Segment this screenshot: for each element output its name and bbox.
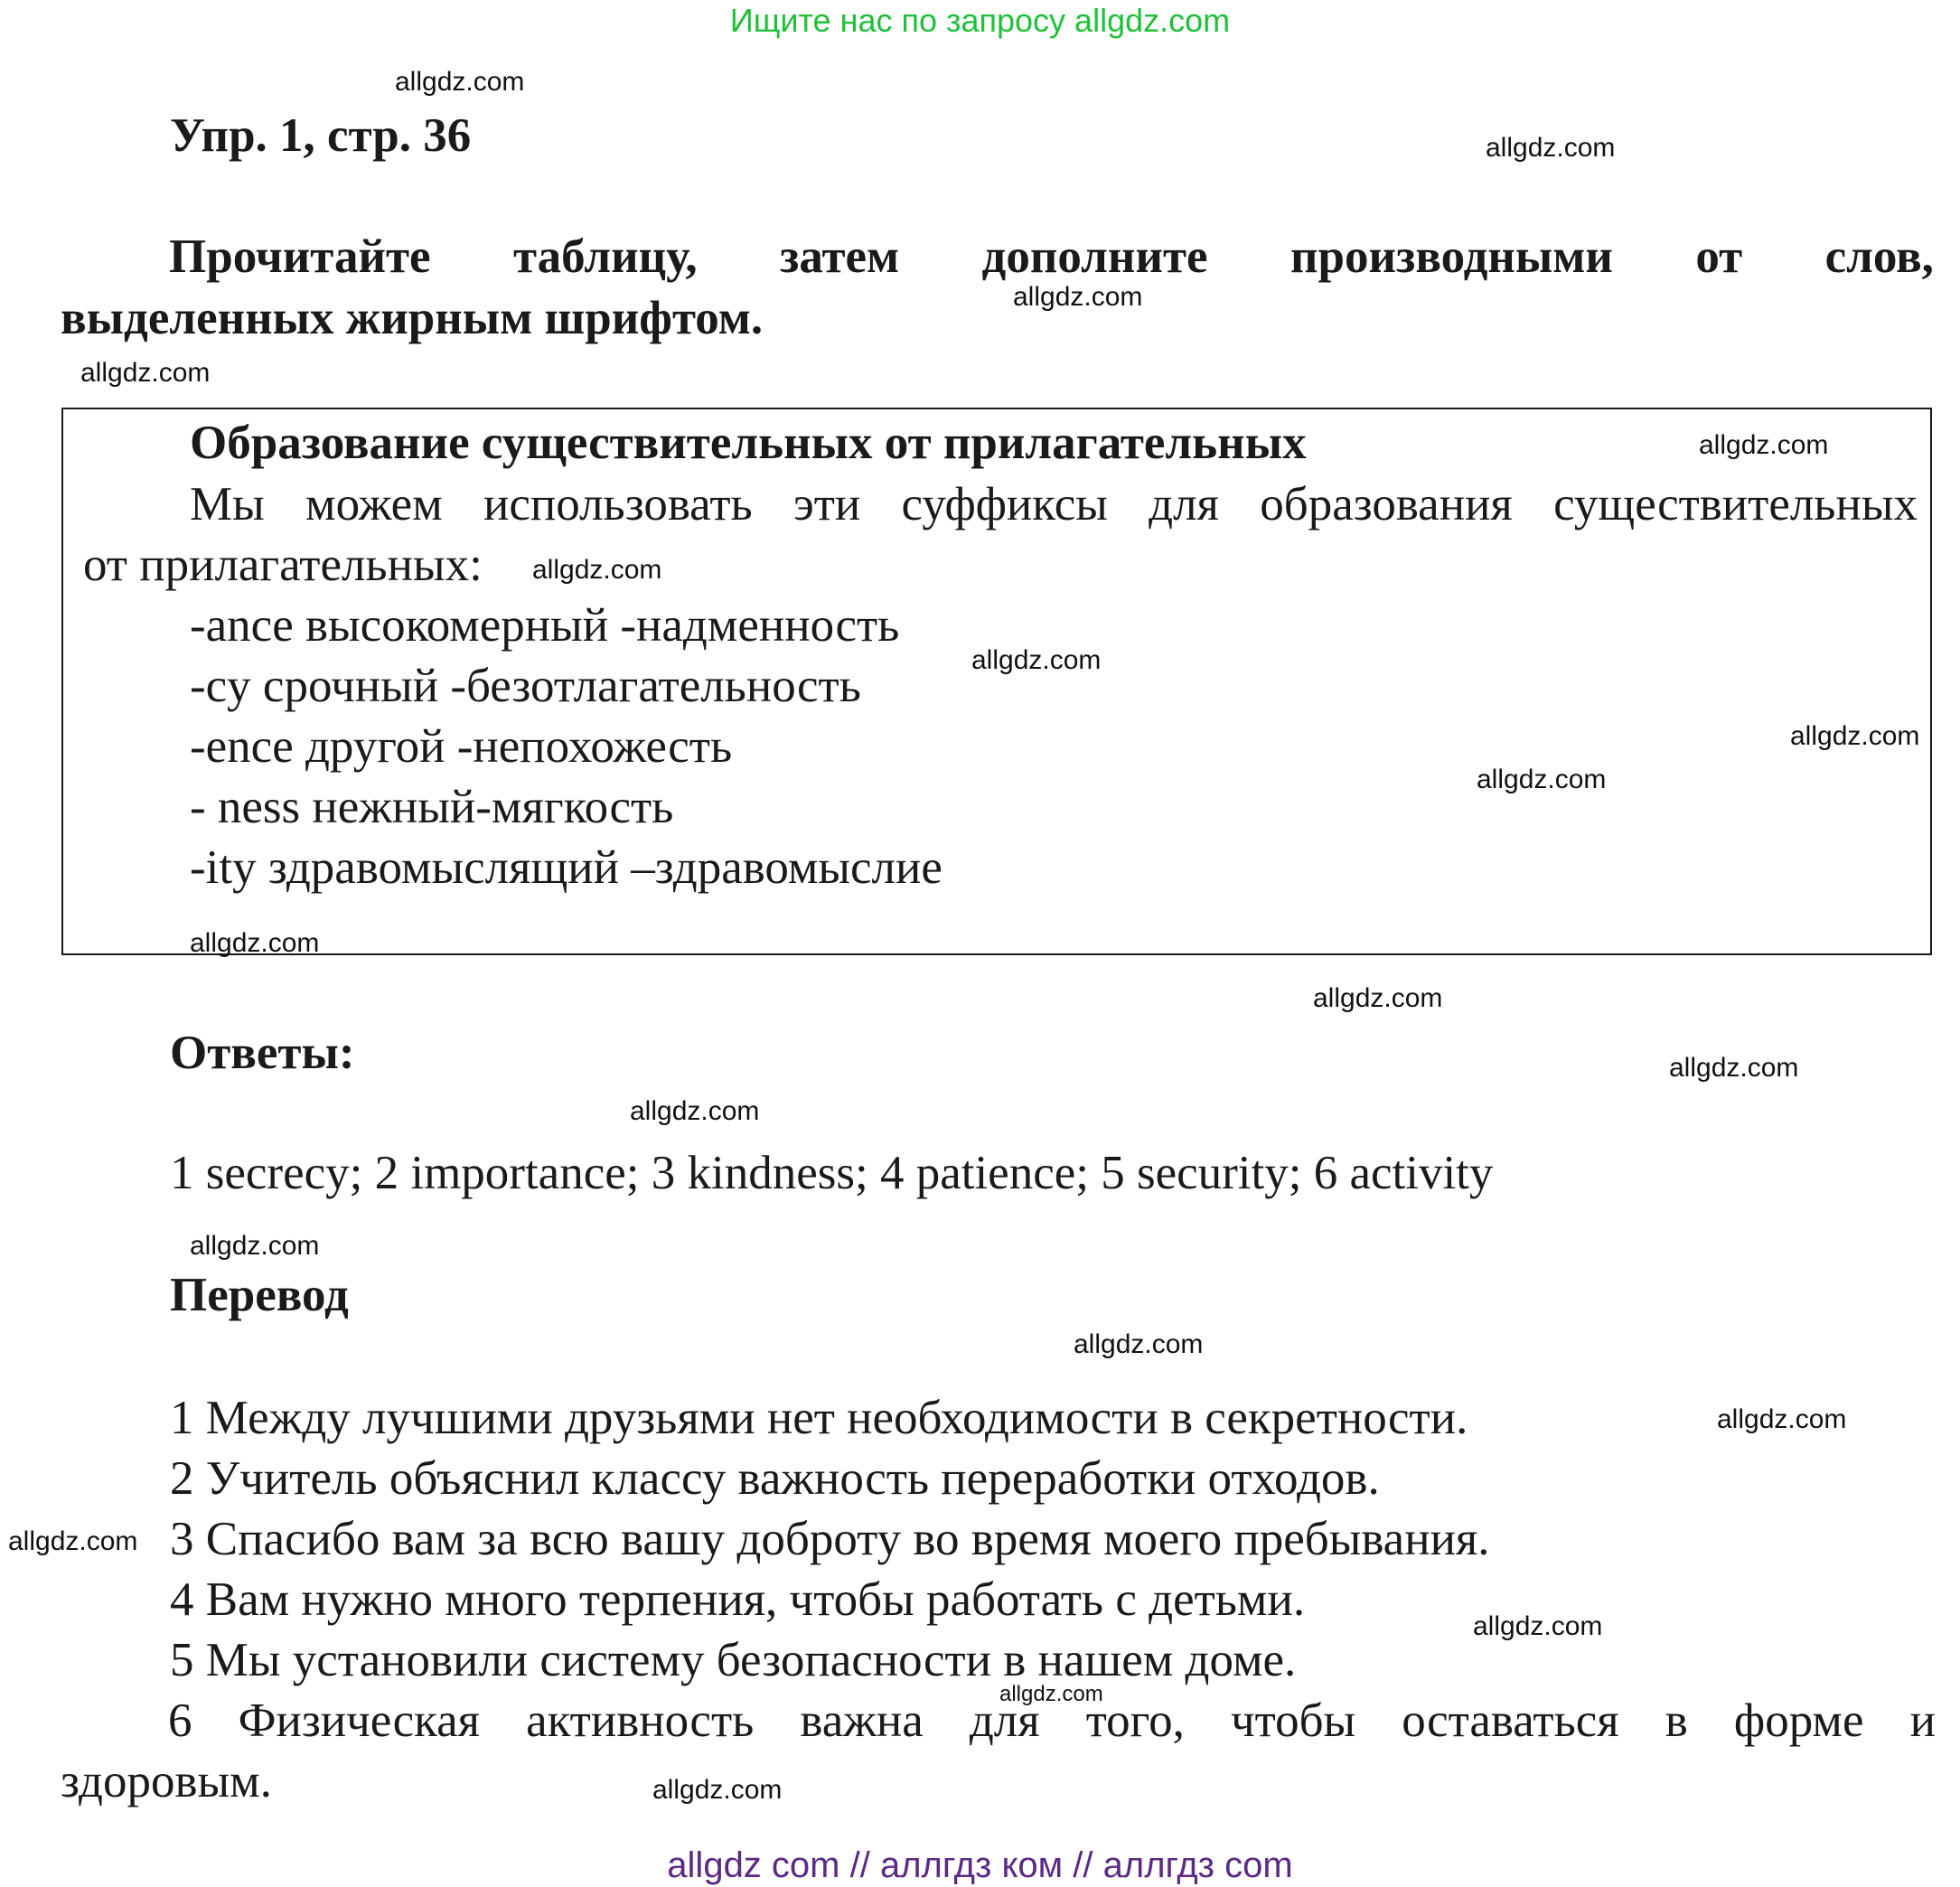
translation-sentence-6-line-2: здоровым. bbox=[61, 1755, 272, 1807]
t6-word: и bbox=[1909, 1695, 1936, 1747]
translation-sentence: 2 Учитель объяснил классу важность переработки отходов. bbox=[170, 1452, 1380, 1505]
t6-word: для bbox=[969, 1695, 1040, 1747]
answers-heading: Ответы: bbox=[170, 1027, 355, 1079]
watermark: allgdz.com bbox=[1699, 430, 1829, 460]
task-instruction bbox=[61, 226, 1934, 349]
watermark: allgdz.com bbox=[190, 928, 320, 958]
suffix-item: -ence другой -непохожесть bbox=[190, 720, 733, 773]
watermark: allgdz.com bbox=[1313, 983, 1443, 1013]
translation-sentence: 5 Мы установили систему безопасности в нашем доме. bbox=[170, 1634, 1297, 1686]
task-word: таблицу, bbox=[512, 230, 698, 283]
watermark: allgdz.com bbox=[8, 1526, 138, 1556]
task-word: Прочитайте bbox=[169, 230, 431, 283]
intro-word: суффиксы bbox=[901, 478, 1108, 530]
task-line-1 bbox=[61, 226, 1934, 287]
rule-box-intro-line-2: от прилагательных: bbox=[83, 539, 483, 591]
intro-word: использовать bbox=[483, 478, 753, 530]
suffix-item: - ness нежный-мягкость bbox=[190, 781, 674, 833]
intro-word: можем bbox=[305, 478, 443, 530]
watermark: allgdz.com bbox=[1486, 133, 1616, 163]
translation-sentence: 3 Спасибо вам за всю вашу доброту во время моего пребывания. bbox=[170, 1513, 1490, 1565]
t6-word: форме bbox=[1733, 1695, 1864, 1747]
intro-word: существительных bbox=[1553, 478, 1918, 530]
watermark: allgdz.com bbox=[395, 67, 525, 97]
watermark: allgdz.com bbox=[1473, 1611, 1603, 1641]
watermark: allgdz.com bbox=[630, 1096, 760, 1126]
task-word: от bbox=[1695, 230, 1743, 283]
task-line-2: выделенных жирным шрифтом. bbox=[61, 292, 764, 344]
watermark: allgdz.com bbox=[1013, 282, 1143, 312]
watermark: allgdz.com bbox=[652, 1775, 783, 1805]
translation-sentence: 4 Вам нужно много терпения, чтобы работать с детьми. bbox=[170, 1573, 1306, 1626]
translation-heading: Перевод bbox=[170, 1269, 349, 1321]
t6-word: Физическая bbox=[238, 1695, 481, 1747]
watermark: allgdz.com bbox=[1074, 1329, 1204, 1359]
task-word: затем bbox=[780, 230, 900, 283]
answers-text: 1 secrecy; 2 importance; 3 kindness; 4 patience; 5 security; 6 activity bbox=[170, 1147, 1494, 1199]
footer-links: allgdz com // аллгдз ком // аллгдз com bbox=[667, 1845, 1293, 1885]
top-banner: Ищите нас по запросу allgdz.com bbox=[729, 2, 1231, 39]
task-word: слов, bbox=[1824, 230, 1934, 283]
rule-box-intro-line-1 bbox=[190, 474, 1918, 535]
t6-word: активность bbox=[526, 1695, 755, 1747]
watermark: allgdz.com bbox=[1669, 1053, 1799, 1083]
watermark: allgdz.com bbox=[190, 1231, 320, 1261]
watermark: allgdz.com bbox=[80, 358, 211, 388]
t6-word: того, bbox=[1085, 1695, 1185, 1747]
watermark: allgdz.com bbox=[1477, 765, 1607, 794]
t6-word: важна bbox=[800, 1695, 924, 1747]
suffix-item: -ity здравомыслящий –здравомыслие bbox=[190, 841, 942, 894]
translation-sentence: 1 Между лучшими друзьями нет необходимости в секретности. bbox=[170, 1392, 1468, 1444]
t6-word: 6 bbox=[168, 1695, 192, 1747]
suffix-item: -cy срочный -безотлагательность bbox=[190, 660, 861, 712]
task-word: дополните bbox=[981, 230, 1208, 283]
intro-word: эти bbox=[792, 478, 861, 530]
intro-word: образования bbox=[1260, 478, 1513, 530]
watermark: allgdz.com bbox=[1717, 1404, 1847, 1434]
intro-word: Мы bbox=[190, 478, 265, 530]
rule-box-title: Образование существительных от прилагательных bbox=[190, 417, 1307, 469]
watermark: allgdz.com bbox=[971, 645, 1102, 675]
exercise-title: Упр. 1, стр. 36 bbox=[170, 109, 472, 162]
watermark: allgdz.com bbox=[999, 1682, 1103, 1706]
t6-word: в bbox=[1665, 1695, 1688, 1747]
task-word: производными bbox=[1289, 230, 1613, 283]
t6-word: чтобы bbox=[1230, 1695, 1356, 1747]
watermark: allgdz.com bbox=[1790, 721, 1920, 751]
intro-word: для bbox=[1149, 478, 1219, 530]
suffix-item: -ance высокомерный -надменность bbox=[190, 599, 900, 652]
watermark: allgdz.com bbox=[532, 555, 662, 585]
t6-word: оставаться bbox=[1402, 1695, 1619, 1747]
